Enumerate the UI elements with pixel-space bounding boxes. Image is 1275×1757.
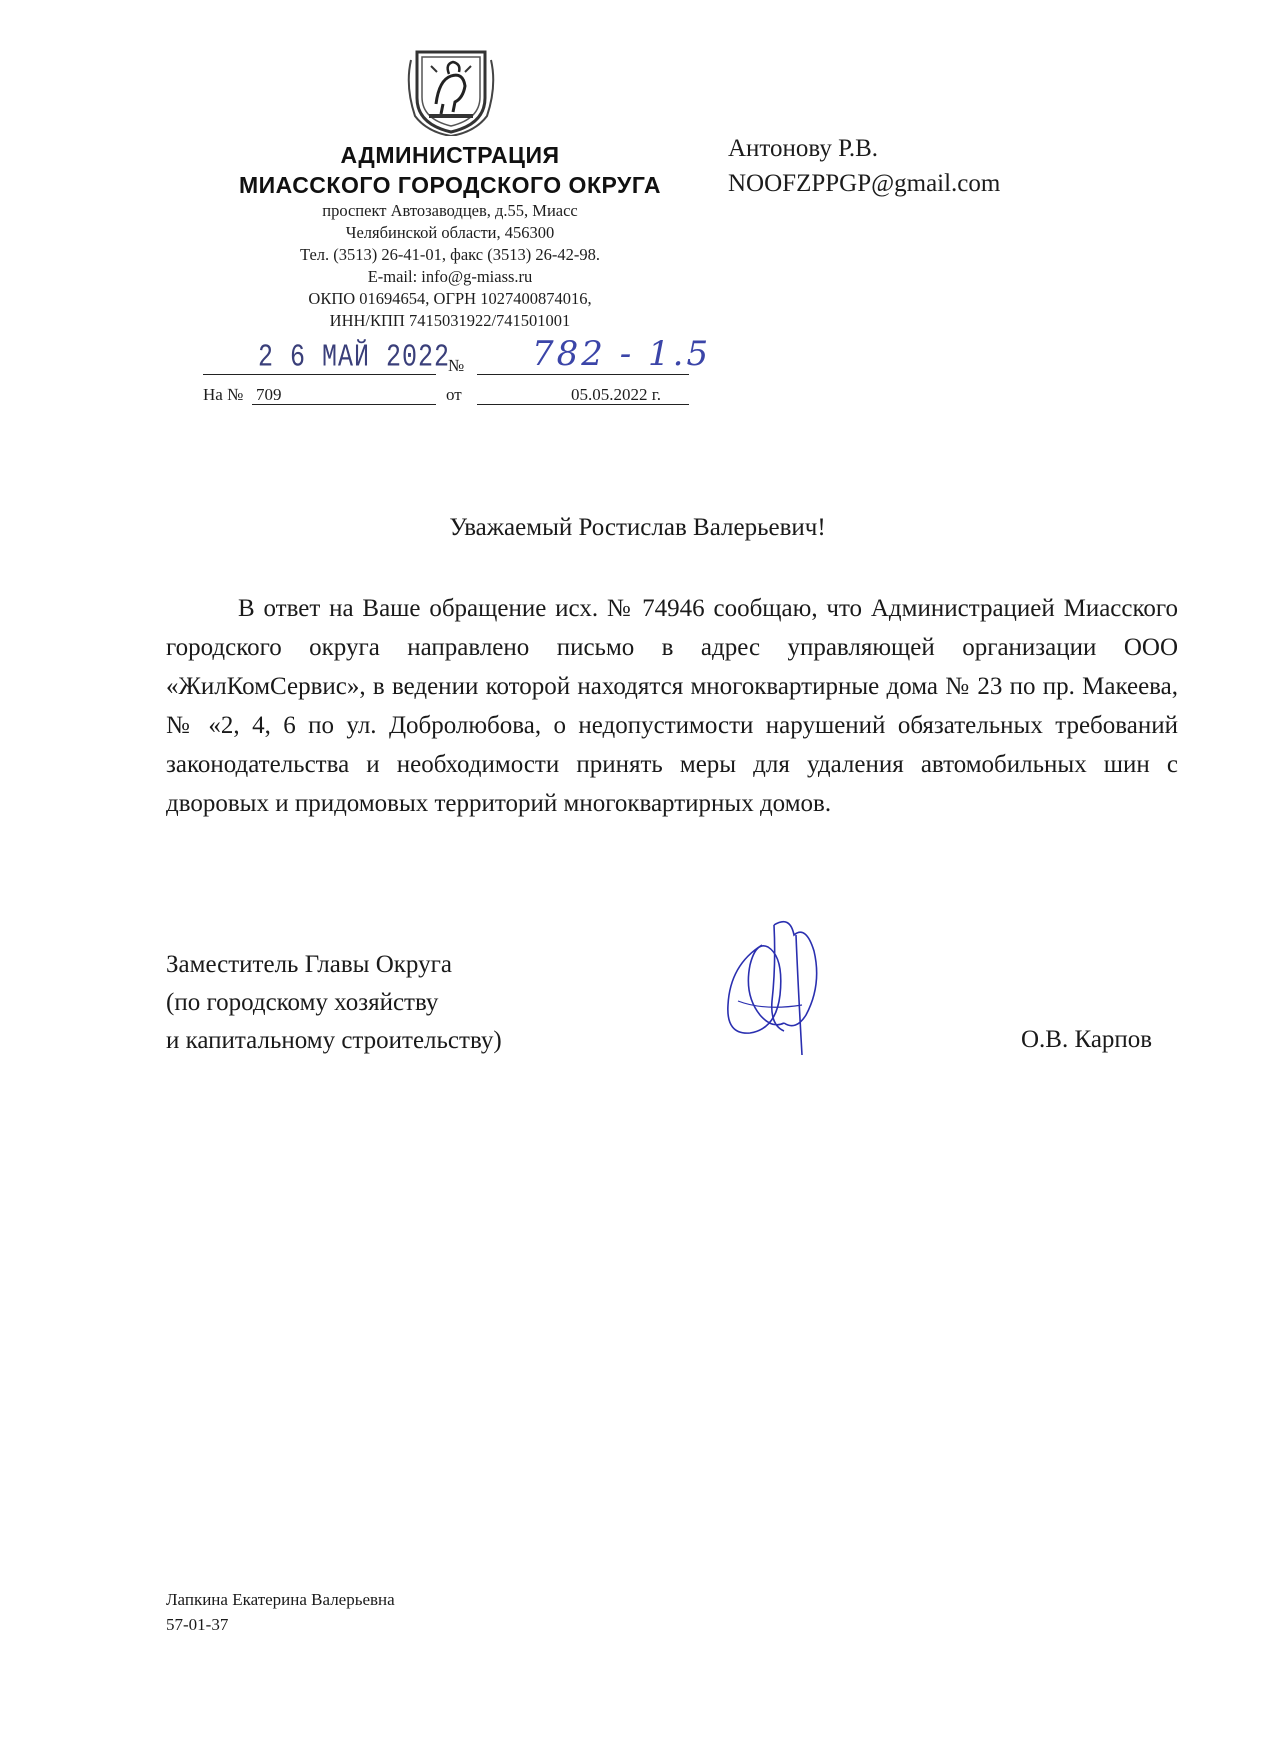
okpo-ogrn: ОКПО 01694654, ОГРН 1027400874016,	[308, 289, 592, 308]
ot-date: 05.05.2022 г.	[571, 385, 662, 404]
executor-block	[166, 1587, 395, 1637]
signatory-name: О.В. Карпов	[1021, 1026, 1153, 1053]
organization-name-line2: МИАССКОГО ГОРОДСКОГО ОКРУГА	[238, 172, 662, 198]
signatory-title-line1: Заместитель Главы Округа	[166, 951, 452, 978]
recipient-email: NOOFZPPGP@gmail.com	[728, 170, 1001, 197]
salutation: Уважаемый Ростислав Валерьевич!	[449, 514, 826, 541]
executor-name: Лапкина Екатерина Валерьевна	[166, 1590, 395, 1609]
handwritten-signature	[710, 905, 840, 1065]
coat-of-arms-emblem	[403, 46, 499, 136]
org-email: E-mail: info@g-miass.ru	[367, 267, 533, 286]
organization-name: АДМИНИСТРАЦИЯ	[340, 142, 560, 168]
number-label: №	[448, 356, 465, 375]
date-stamp: 2 6 МАЙ 2022	[258, 339, 451, 376]
phone-fax: Тел. (3513) 26-41-01, факс (3513) 26-42-98.	[300, 245, 600, 264]
na-label: На №	[203, 385, 244, 404]
number-underline	[477, 374, 689, 375]
address-line1: проспект Автозаводцев, д.55, Миасс	[322, 201, 578, 220]
na-underline	[252, 404, 436, 405]
address-line2: Челябинской области, 456300	[345, 223, 555, 242]
letterhead	[200, 140, 700, 332]
outgoing-number: 782 - 1.5	[532, 334, 712, 374]
signatory-title-line3: и капитальному строительству)	[166, 1027, 502, 1054]
recipient-block	[728, 131, 1000, 201]
na-number: 709	[256, 385, 282, 404]
inn-kpp: ИНН/КПП 7415031922/741501001	[329, 311, 571, 330]
recipient-name: Антонову Р.В.	[728, 135, 879, 162]
signatory-title	[166, 946, 502, 1060]
signatory-title-line2: (по городскому хозяйству	[166, 989, 439, 1016]
ot-label: от	[446, 385, 462, 404]
letter-body: В ответ на Ваше обращение исх. № 74946 сообщаю, что Администрацией Миасского городского округа направлено письмо в адрес управляющей организации ООО «ЖилКомСервис», в ведении которой находятся многоквартирные дома № 23 по пр. Макеева, № «2, 4, 6 по ул. Добролюбова, о недопустимости нарушений обязательных требований законодательства и необходимости принять меры для удаления автомобильных шин с дворовых и придомовых территорий многоквартирных домов.	[166, 595, 1178, 817]
executor-phone: 57-01-37	[166, 1615, 229, 1634]
ot-underline	[477, 404, 689, 405]
